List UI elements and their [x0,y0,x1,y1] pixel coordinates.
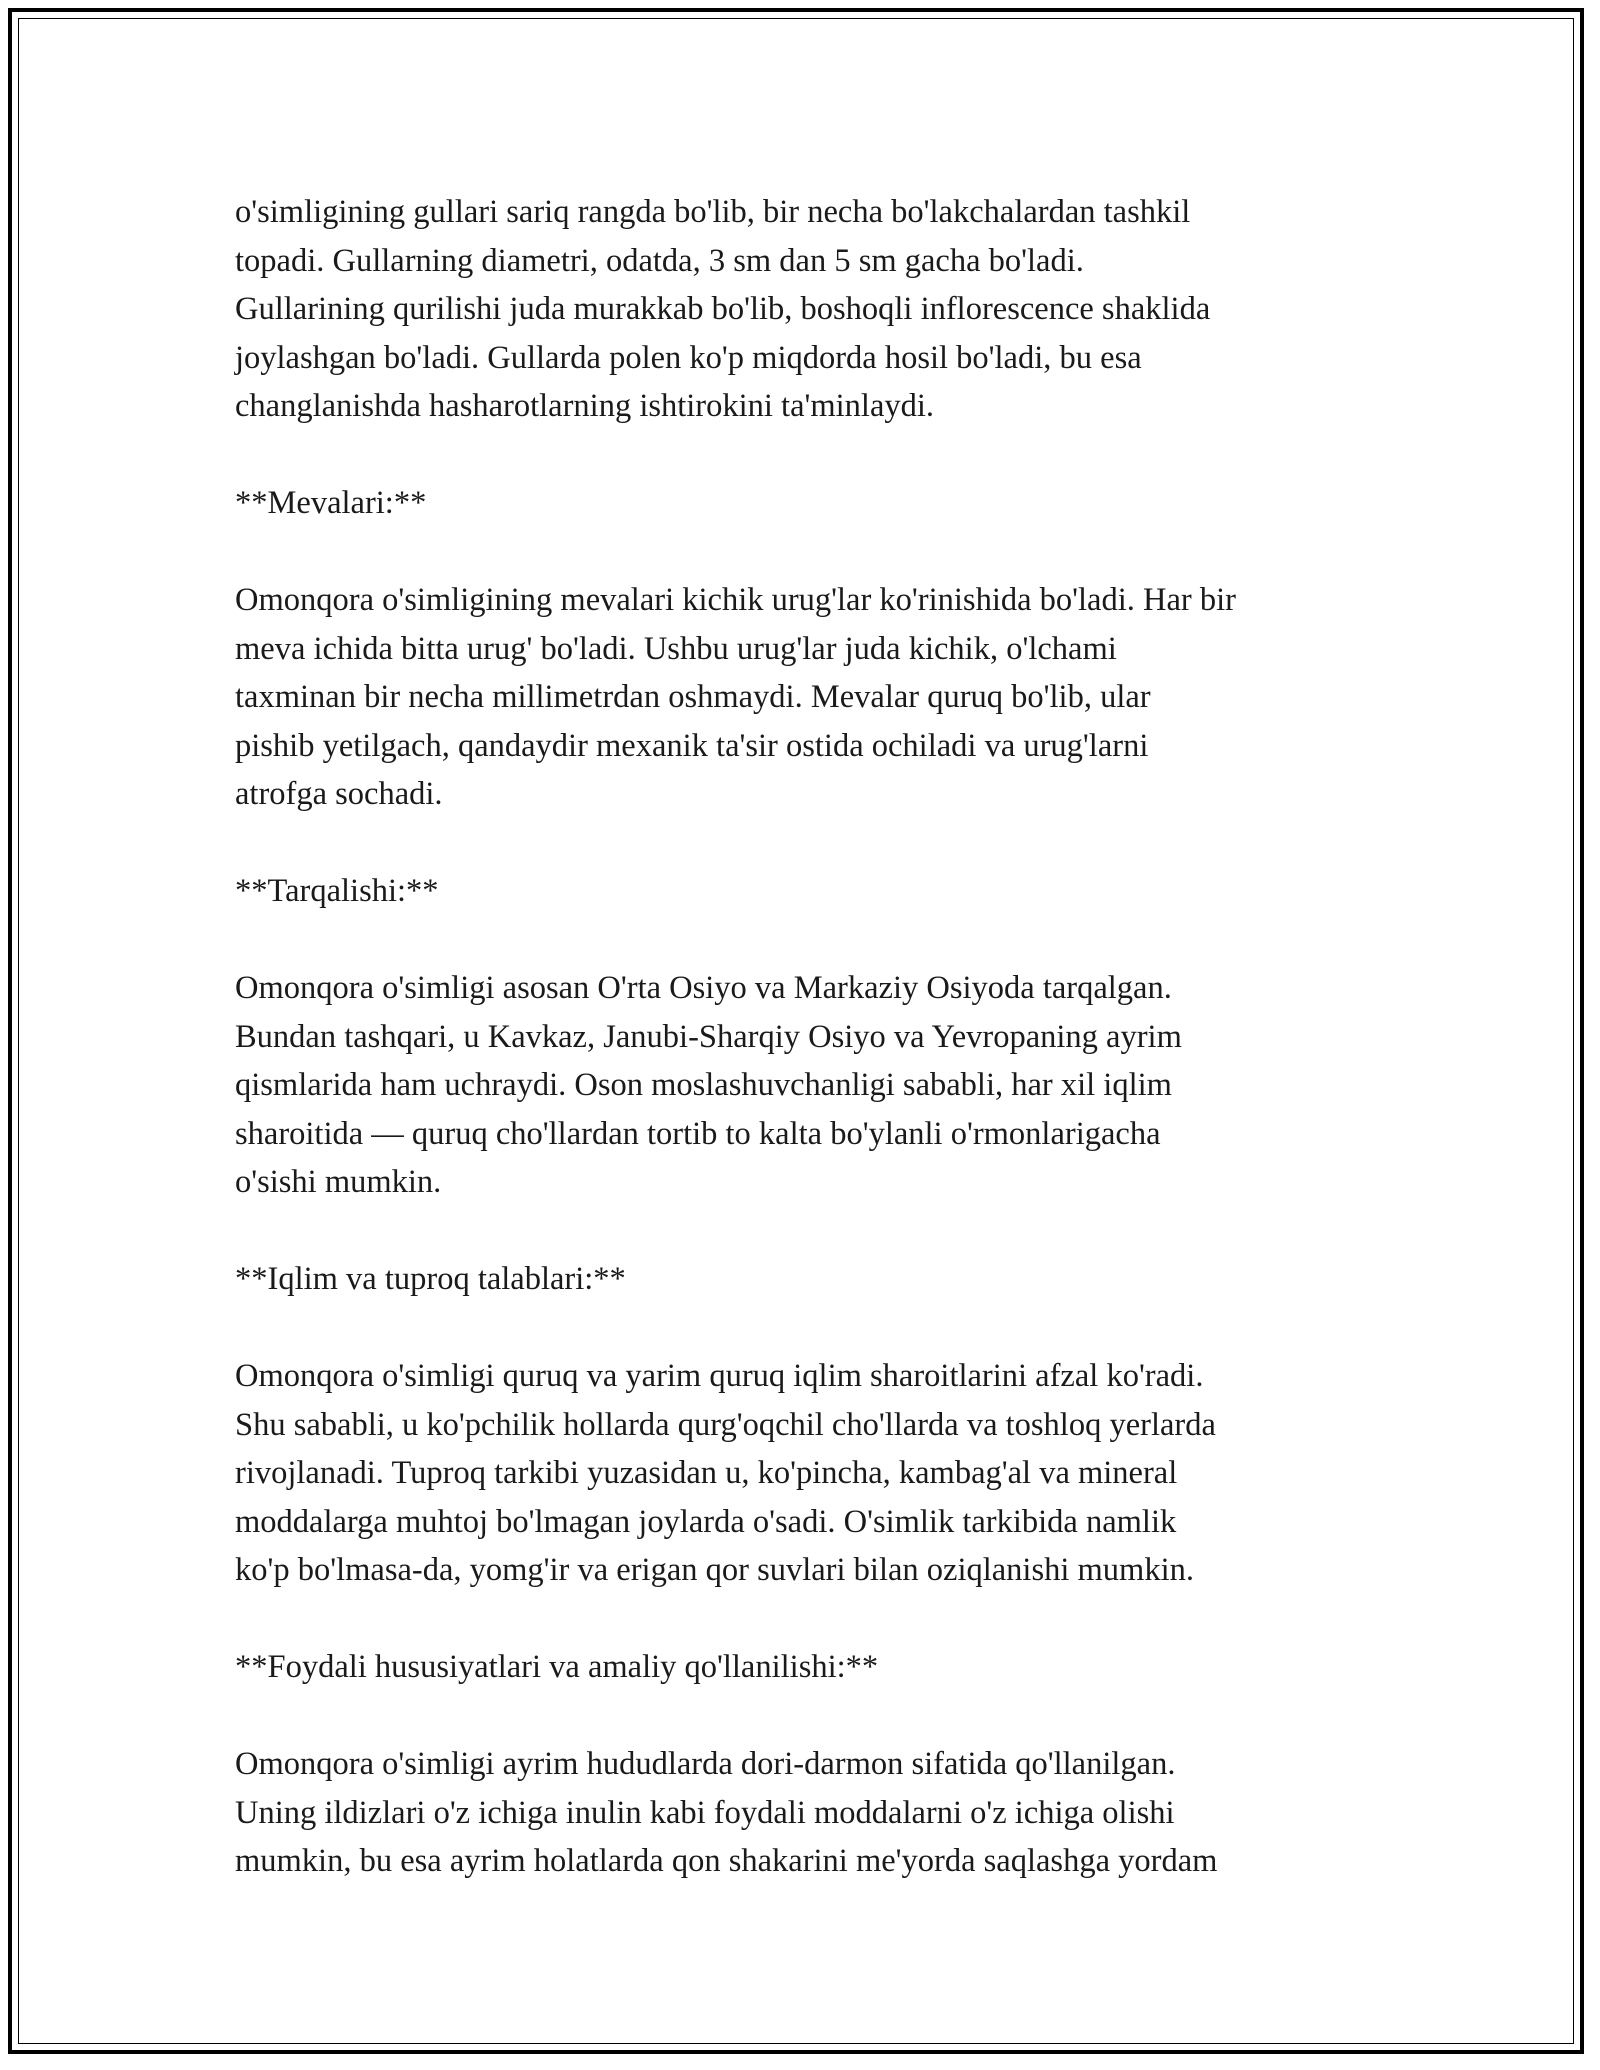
text-line: **Tarqalishi:** [235,873,439,909]
text-line: mumkin, bu esa ayrim holatlarda qon shakarini me'yorda saqlashga yordam [235,1843,1218,1879]
paragraph [235,1352,1385,1595]
text-line: Uning ildizlari o'z ichiga inulin kabi foydali moddalarni o'z ichiga olishi [235,1794,1175,1831]
text-line: Omonqora o'simligi ayrim hududlarda dori-darmon sifatida qo'llanilgan. [235,1746,1176,1782]
text-line: changlanishda hasharotlarning ishtirokini ta'minlaydi. [235,388,935,424]
text-line: Omonqora o'simligi asosan O'rta Osiyo va Markaziy Osiyoda tarqalgan. [235,970,1172,1006]
text-line: pishib yetilgach, qandaydir mexanik ta'sir ostida ochiladi va urug'larni [235,727,1149,764]
text-line: taxminan bir necha millimetrdan oshmaydi. Mevalar quruq bo'lib, ular [235,679,1151,715]
text-line: Shu sababli, u ko'pchilik hollarda qurg'oqchil cho'llarda va toshloq yerlarda [235,1406,1216,1443]
paragraph [235,188,1385,431]
text-line: o'simligining gullari sariq rangda bo'lib, bir necha bo'lakchalardan tashkil [235,194,1191,230]
text-line: Omonqora o'simligi quruq va yarim quruq iqlim sharoitlarini afzal ko'radi. [235,1358,1204,1394]
text-line: sharoitida — quruq cho'llardan tortib to kalta bo'ylanli o'rmonlarigacha [235,1115,1161,1152]
paragraph [235,1740,1385,1886]
text-line: Bundan tashqari, u Kavkaz, Janubi-Sharqiy Osiyo va Yevropaning ayrim [235,1018,1182,1055]
paragraph [235,964,1385,1207]
text-line: Omonqora o'simligining mevalari kichik urug'lar ko'rinishida bo'ladi. Har bir [235,582,1236,618]
section-heading [235,479,1385,528]
text-line: joylashgan bo'ladi. Gullarda polen ko'p miqdorda hosil bo'ladi, bu esa [235,339,1142,376]
text-line: o'sishi mumkin. [235,1164,442,1200]
text-line: topadi. Gullarning diametri, odatda, 3 sm dan 5 sm gacha bo'ladi. [235,242,1084,279]
paragraph [235,576,1385,819]
text-line: **Iqlim va tuproq talablari:** [235,1261,626,1297]
section-heading [235,1255,1385,1304]
text-line: **Foydali hususiyatlari va amaliy qo'llanilishi:** [235,1649,879,1685]
text-line: Gullarining qurilishi juda murakkab bo'lib, boshoqli inflorescence shaklida [235,291,1211,327]
document-body [235,188,1385,1934]
text-line: meva ichida bitta urug' bo'ladi. Ushbu urug'lar juda kichik, o'lchami [235,630,1117,667]
section-heading [235,1643,1385,1692]
text-line: rivojlanadi. Tuproq tarkibi yuzasidan u, ko'pincha, kambag'al va mineral [235,1455,1178,1491]
text-line: qismlarida ham uchraydi. Oson moslashuvchanligi sababli, har xil iqlim [235,1067,1172,1103]
text-line: atrofga sochadi. [235,776,443,812]
text-line: **Mevalari:** [235,485,427,521]
section-heading [235,867,1385,916]
text-line: ko'p bo'lmasa-da, yomg'ir va erigan qor suvlari bilan oziqlanishi mumkin. [235,1552,1194,1588]
text-line: moddalarga muhtoj bo'lmagan joylarda o'sadi. O'simlik tarkibida namlik [235,1503,1177,1540]
